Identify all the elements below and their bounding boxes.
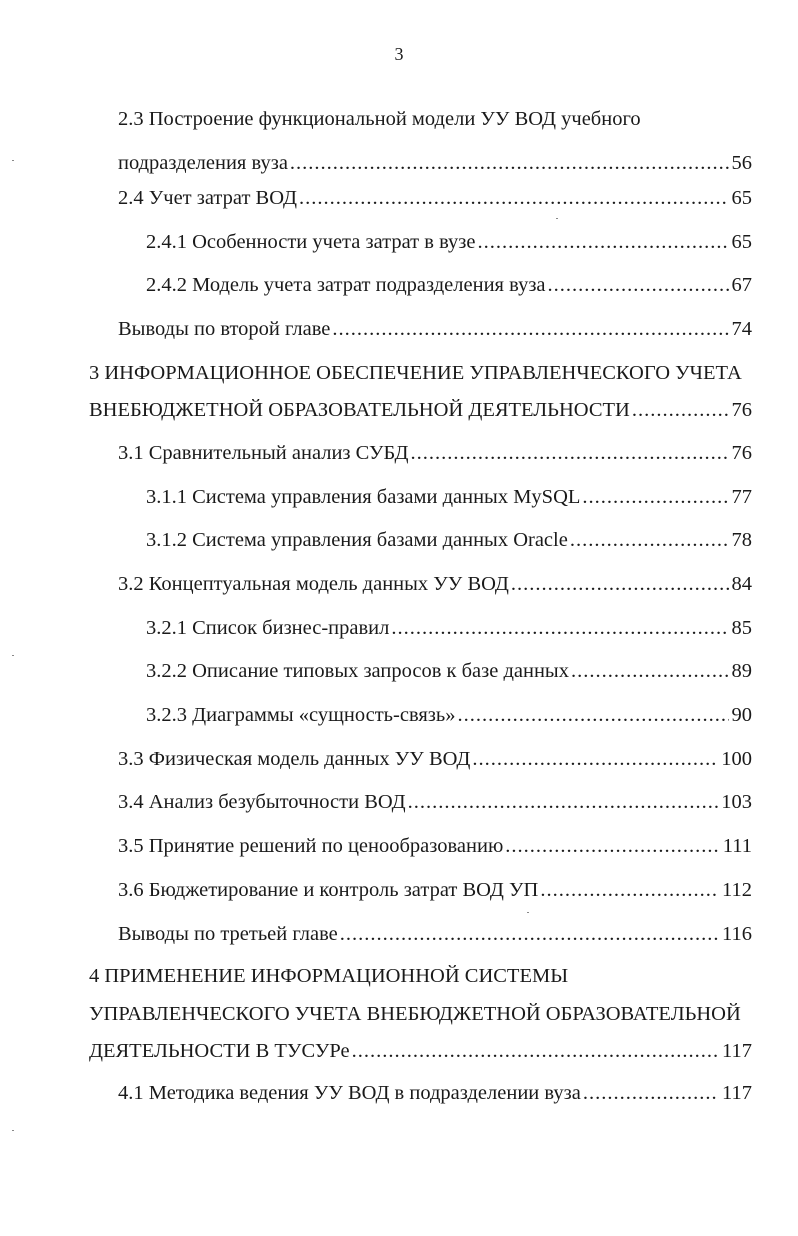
- toc-entry-page: 103: [721, 791, 752, 813]
- toc-entry-page: 76: [731, 442, 752, 464]
- toc-entry-conclusions-3: [118, 922, 752, 946]
- toc-entry-3-6: [118, 878, 752, 902]
- dot-leader: [352, 1039, 719, 1063]
- toc-entry-2-4: [118, 186, 752, 210]
- toc-entry-page: 74: [731, 318, 752, 340]
- dot-leader: [548, 273, 729, 297]
- dot-leader: [582, 485, 728, 509]
- dot-leader: [511, 572, 729, 596]
- dot-leader: [505, 834, 720, 858]
- dot-leader: [472, 747, 718, 771]
- dot-leader: [411, 441, 729, 465]
- scan-speck: [12, 160, 14, 161]
- page-number: 3: [394, 44, 404, 64]
- toc-entry-page: 76: [731, 399, 752, 421]
- toc-entry-title-line: 2.3 Построение функциональной модели УУ ВОД учебного: [118, 108, 641, 130]
- toc-entry-title: 3.1.2 Система управления базами данных Oracle: [146, 529, 568, 551]
- toc-entry-title: подразделения вуза: [118, 152, 288, 174]
- toc-entry-title: 3.3 Физическая модель данных УУ ВОД: [118, 748, 471, 770]
- dot-leader: [570, 528, 729, 552]
- toc-entry-title: 2.4.1 Особенности учета затрат в вузе: [146, 231, 476, 253]
- toc-entry-3-1-2: [146, 528, 752, 552]
- toc-entry-page: 111: [722, 835, 752, 857]
- toc-entry-title: 3.4 Анализ безубыточности ВОД: [118, 791, 406, 813]
- toc-entry-title: 2.4.2 Модель учета затрат подразделения вуза: [146, 274, 546, 296]
- dot-leader: [583, 1081, 719, 1105]
- toc-entry-page: 56: [731, 152, 752, 174]
- dot-leader: [408, 790, 719, 814]
- toc-entry-3-5: [118, 834, 752, 858]
- dot-leader: [571, 659, 729, 683]
- toc-entry-2-4-2: [146, 273, 752, 297]
- toc-entry-title: 3.2 Концептуальная модель данных УУ ВОД: [118, 573, 509, 595]
- toc-entry-3-2-3: [146, 703, 752, 727]
- scan-speck: [527, 912, 529, 913]
- toc-entry-title: 4.1 Методика ведения УУ ВОД в подразделении вуза: [118, 1082, 581, 1104]
- toc-entry-page: 84: [731, 573, 752, 595]
- toc-entry-page: 65: [731, 231, 752, 253]
- toc-entry-page: 89: [731, 660, 752, 682]
- toc-entry-3-1-1: [146, 485, 752, 509]
- toc-entry-4-1: [118, 1081, 752, 1105]
- toc-entry-page: 77: [731, 486, 752, 508]
- toc-entry-page: 85: [731, 617, 752, 639]
- toc-entry-title: 3.2.2 Описание типовых запросов к базе данных: [146, 660, 569, 682]
- toc-entry-title: 3.1 Сравнительный анализ СУБД: [118, 442, 409, 464]
- dot-leader: [458, 703, 729, 727]
- toc-entry-title: ВНЕБЮДЖЕТНОЙ ОБРАЗОВАТЕЛЬНОЙ ДЕЯТЕЛЬНОСТИ: [89, 399, 630, 421]
- toc-entry-conclusions-2: [118, 317, 752, 341]
- toc-entry-3-1: [118, 441, 752, 465]
- toc-entry-title: 3.5 Принятие решений по ценообразованию: [118, 835, 504, 857]
- toc-entry-title: 3.6 Бюджетирование и контроль затрат ВОД УП: [118, 879, 539, 901]
- toc-entry-3-4: [118, 790, 752, 814]
- toc-entry-page: 112: [722, 879, 752, 901]
- scan-speck: [556, 218, 558, 219]
- toc-entry-2-3: [118, 107, 752, 175]
- toc-entry-title: ДЕЯТЕЛЬНОСТИ В ТУСУРе: [89, 1040, 350, 1062]
- dot-leader: [391, 616, 728, 640]
- toc-entry-chapter-3: [89, 361, 752, 422]
- toc-entry-title: 2.4 Учет затрат ВОД: [118, 187, 297, 209]
- dot-leader: [290, 151, 729, 175]
- dot-leader: [540, 878, 719, 902]
- toc-entry-page: 67: [731, 274, 752, 296]
- toc-entry-page: 100: [721, 748, 752, 770]
- toc-entry-title: Выводы по второй главе: [118, 318, 331, 340]
- toc-entry-chapter-4: [89, 964, 752, 1063]
- dot-leader: [632, 398, 729, 422]
- toc-entry-page: 117: [722, 1040, 752, 1062]
- toc-entry-3-3: [118, 747, 752, 771]
- dot-leader: [332, 317, 728, 341]
- toc-entry-page: 90: [731, 704, 752, 726]
- dot-leader: [478, 230, 729, 254]
- dot-leader: [340, 922, 719, 946]
- toc-entry-title-line: 3 ИНФОРМАЦИОННОЕ ОБЕСПЕЧЕНИЕ УПРАВЛЕНЧЕСКОГО УЧЕТА: [89, 362, 742, 384]
- dot-leader: [299, 186, 729, 210]
- toc-entry-title: 3.2.3 Диаграммы «сущность-связь»: [146, 704, 456, 726]
- toc-entry-page: 65: [731, 187, 752, 209]
- toc-entry-page: 116: [722, 923, 752, 945]
- toc-entry-title: Выводы по третьей главе: [118, 923, 338, 945]
- toc-entry-title-line: УПРАВЛЕНЧЕСКОГО УЧЕТА ВНЕБЮДЖЕТНОЙ ОБРАЗОВАТЕЛЬНОЙ: [89, 1003, 741, 1025]
- toc-entry-title: 3.1.1 Система управления базами данных MySQL: [146, 486, 581, 508]
- scan-speck: [12, 1130, 14, 1131]
- toc-entry-title: 3.2.1 Список бизнес-правил: [146, 617, 390, 639]
- scan-speck: [12, 655, 14, 656]
- toc-entry-page: 117: [722, 1082, 752, 1104]
- toc-entry-3-2-1: [146, 616, 752, 640]
- toc-entry-page: 78: [731, 529, 752, 551]
- toc-entry-title-line: 4 ПРИМЕНЕНИЕ ИНФОРМАЦИОННОЙ СИСТЕМЫ: [89, 965, 569, 987]
- toc-entry-3-2-2: [146, 659, 752, 683]
- toc-entry-2-4-1: [146, 230, 752, 254]
- toc-entry-3-2: [118, 572, 752, 596]
